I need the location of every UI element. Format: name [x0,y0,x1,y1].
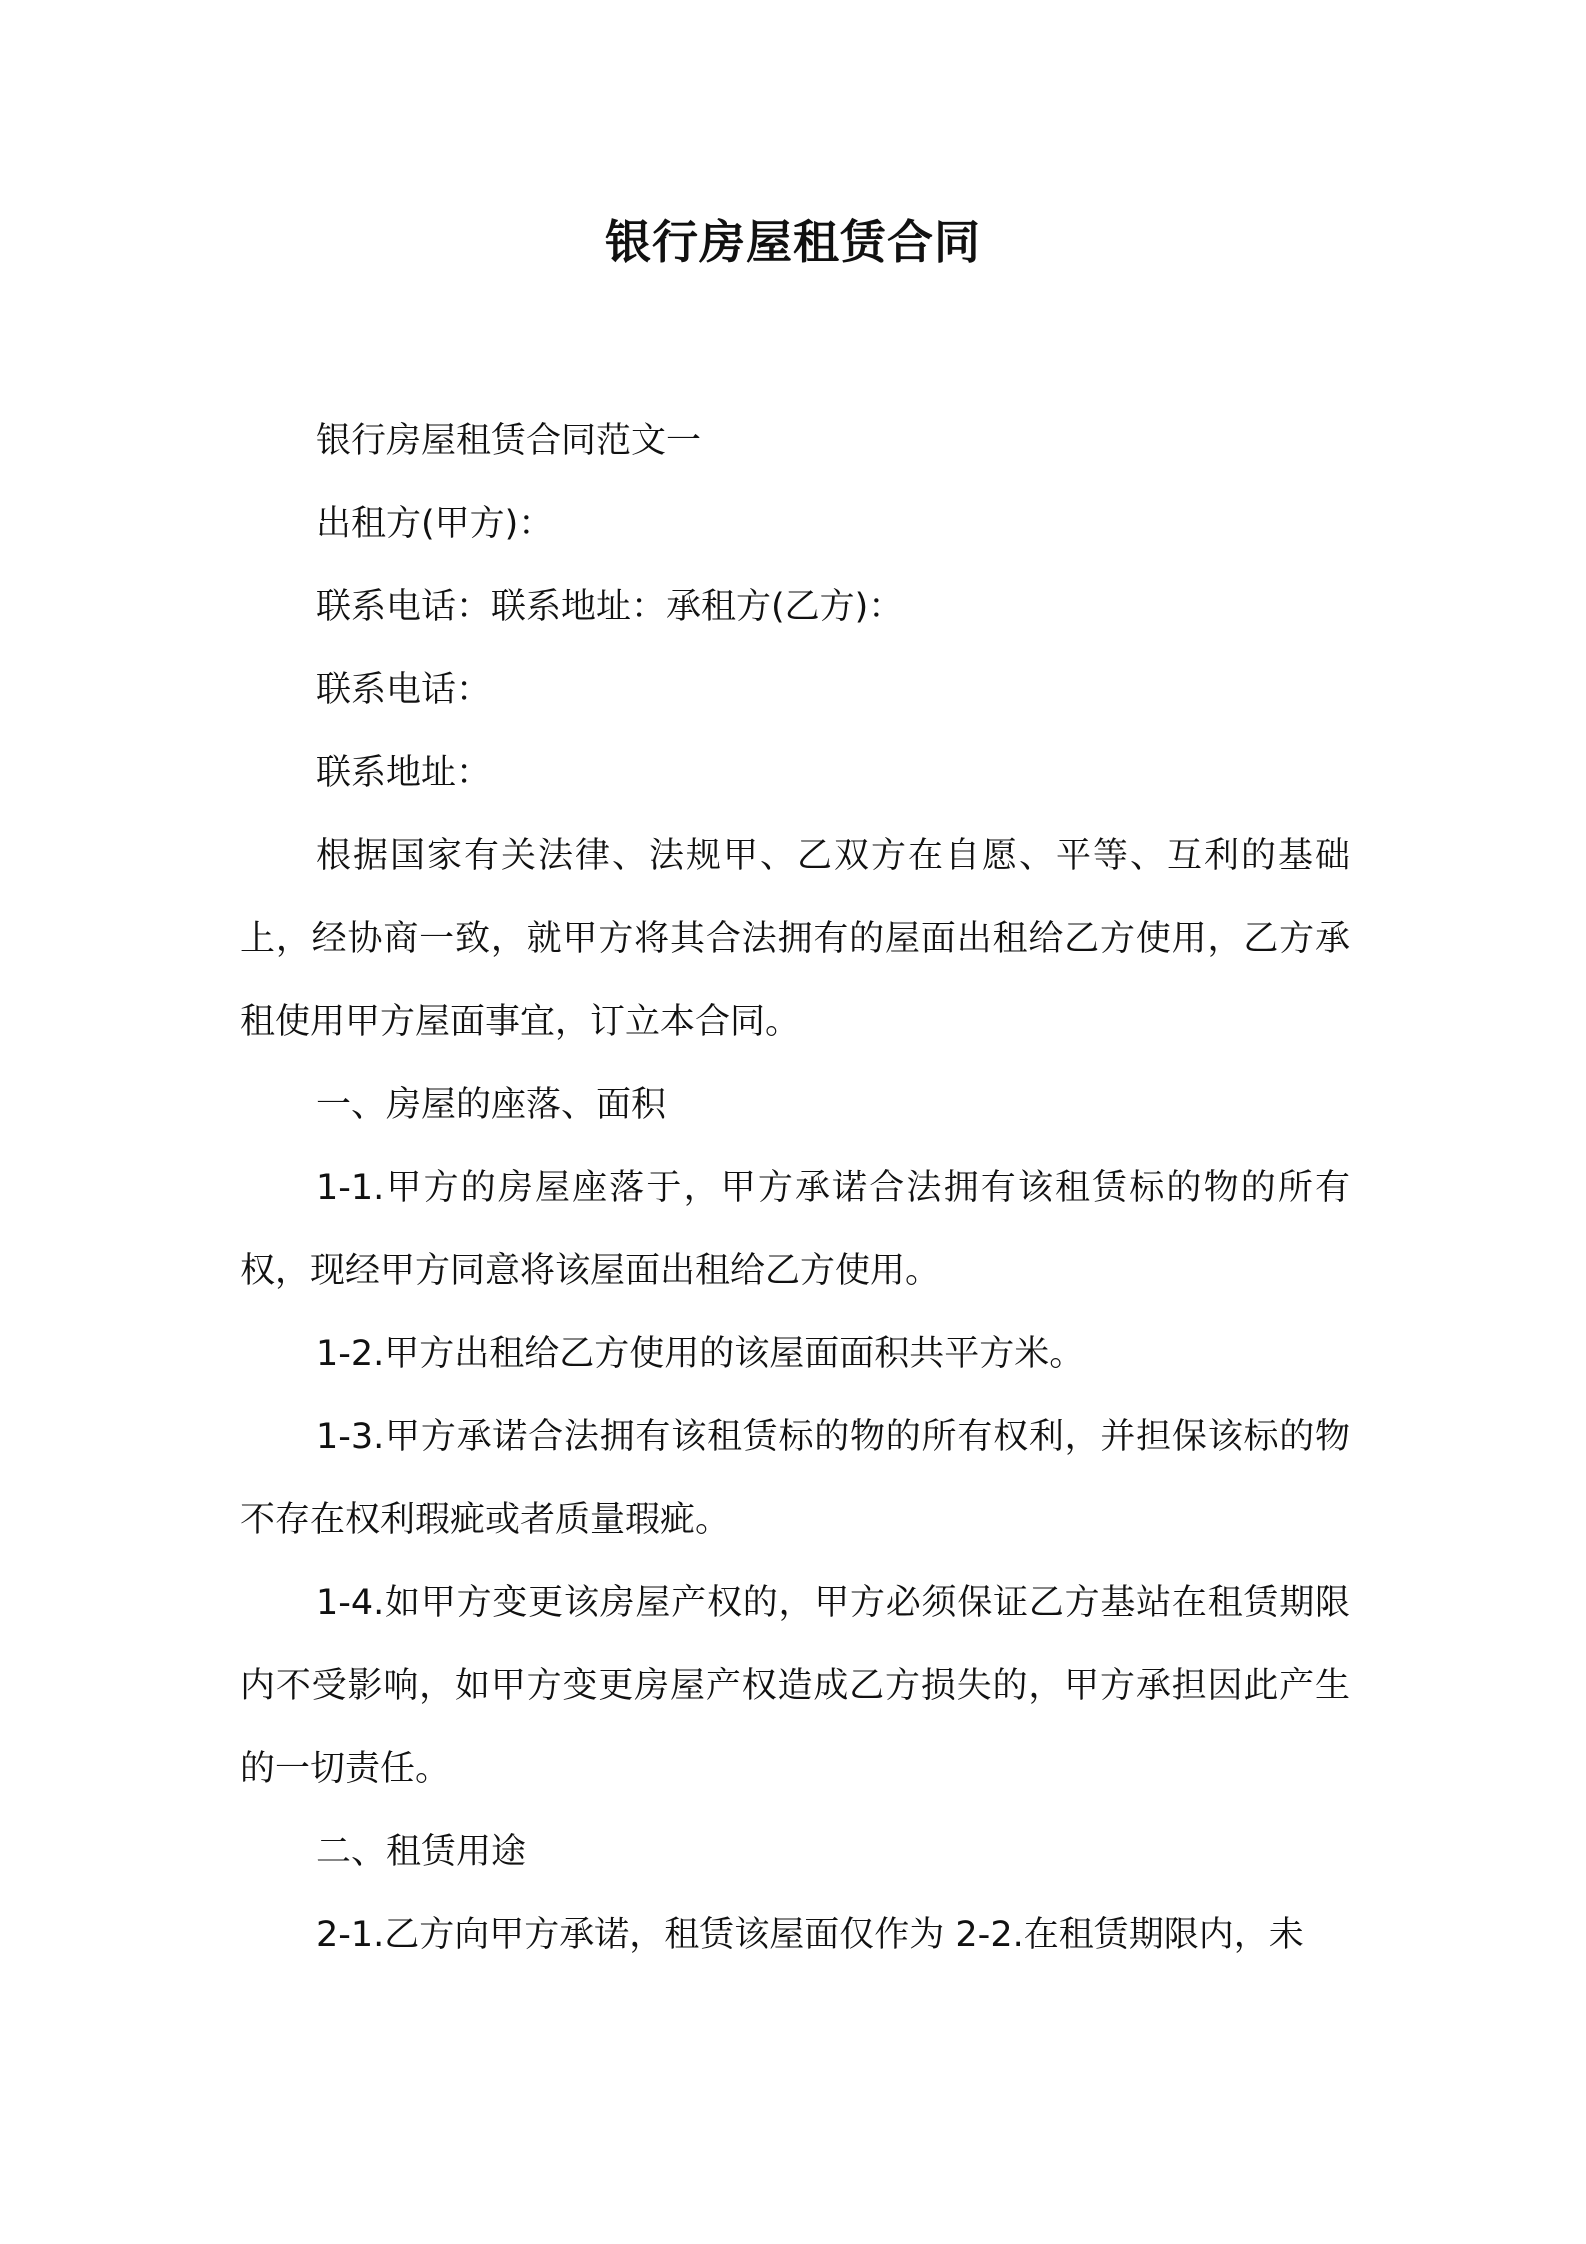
paragraph-lessor: 出租方(甲方)： [316,504,554,544]
clause-1-4: 1-4.如甲方变更该房屋产权的，甲方必须保证乙方基站在租赁期限内不受影响，如甲方变更房屋产权造成乙方损失的，甲方承担因此产生的一切责任。 [240,1583,1350,1789]
paragraph-contact-and-lessee: 联系电话：联系地址：承租方(乙方)： [316,587,904,627]
section-heading-1: 一、房屋的座落、面积 [316,1085,667,1125]
clause-1-1: 1-1.甲方的房屋座落于，甲方承诺合法拥有该租赁标的物的所有权，现经甲方同意将该屋面出租给乙方使用。 [240,1168,1350,1291]
document-title: 银行房屋租赁合同 [605,215,981,269]
paragraph-preamble: 根据国家有关法律、法规甲、乙双方在自愿、平等、互利的基础上，经协商一致，就甲方将其合法拥有的屋面出租给乙方使用，乙方承租使用甲方屋面事宜，订立本合同。 [240,836,1350,1042]
clause-1-2: 1-2.甲方出租给乙方使用的该屋面面积共平方米。 [316,1334,1085,1374]
clause-2-1: 2-1.乙方向甲方承诺，租赁该屋面仅作为 2-2.在租赁期限内，未 [316,1915,1304,1955]
document-body [240,400,1350,1977]
paragraph-lessee-address: 联系地址： [316,753,492,793]
paragraph-sample-heading: 银行房屋租赁合同范文一 [316,421,702,461]
section-heading-2: 二、租赁用途 [316,1832,527,1872]
clause-1-3: 1-3.甲方承诺合法拥有该租赁标的物的所有权利，并担保该标的物不存在权利瑕疵或者质量瑕疵。 [240,1417,1350,1540]
paragraph-lessee-phone: 联系电话： [316,670,492,710]
